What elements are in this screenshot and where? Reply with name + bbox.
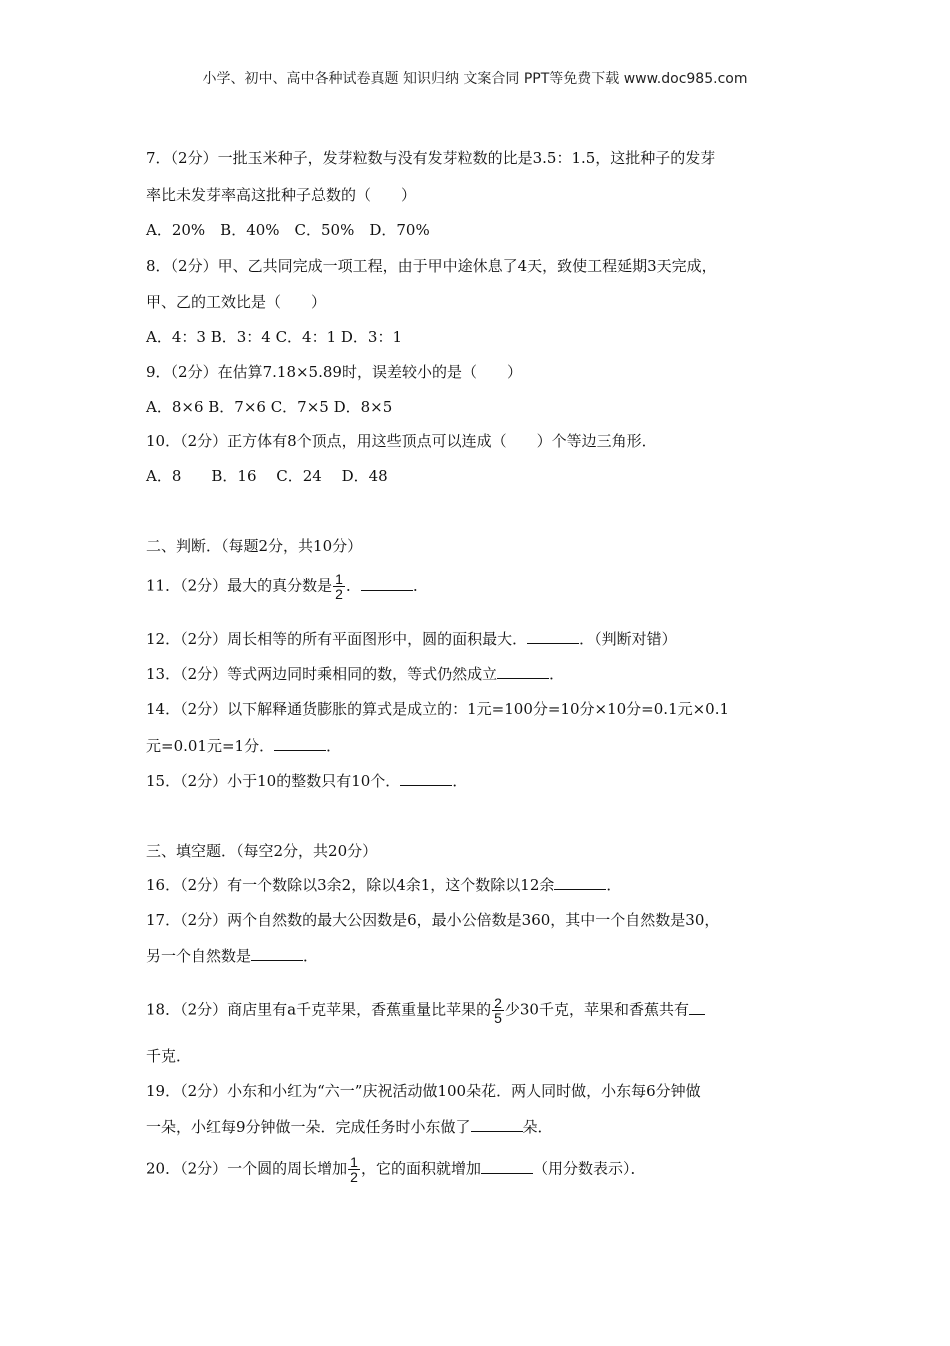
question-8-line-1: 8．（2分）甲、乙共同完成一项工程，由于甲中途休息了4天，致使工程延期3天完成， [146, 257, 717, 275]
question-7-options: A．20% B．40% C．50% D．70% [146, 221, 430, 239]
question-19-text: 一朵，小红每9分钟做一朵．完成任务时小东做了 [146, 1118, 471, 1136]
fraction-numerator: 1 [335, 571, 343, 587]
question-8-options: A．4：3 B．3：4 C．4：1 D．3：1 [146, 328, 403, 346]
question-14-line-1: 14．（2分）以下解释通货膨胀的算式是成立的：1元=100分=10分×10分=0.1元×0.1 [146, 700, 730, 718]
question-11-text: 11．（2分）最大的真分数是 [146, 576, 333, 595]
question-13-suffix: ． [549, 665, 565, 683]
question-15 [146, 770, 467, 791]
question-7-line-1: 7．（2分）一批玉米种子，发芽粒数与没有发芽粒数的比是3.5：1.5，这批种子的发芽 [146, 149, 716, 167]
answer-blank[interactable] [497, 666, 549, 679]
question-20-text: 20．（2分）一个圆的周长增加 [146, 1159, 348, 1178]
question-16-text: 16．（2分）有一个数除以3余2，除以4余1，这个数除以12余 [146, 876, 555, 894]
fraction-numerator: 1 [350, 1154, 358, 1170]
fraction-denominator: 2 [335, 586, 343, 602]
fraction-one-half [348, 1155, 360, 1184]
answer-blank[interactable] [689, 1002, 705, 1015]
fraction-one-half [333, 572, 345, 601]
answer-blank[interactable] [527, 631, 579, 644]
question-20-suffix: （用分数表示）． [532, 1159, 646, 1178]
answer-blank[interactable] [274, 738, 326, 751]
answer-blank[interactable] [554, 877, 606, 890]
question-14-text: 元=0.01元=1分． [146, 737, 275, 755]
question-17-text: 另一个自然数是 [146, 947, 252, 965]
question-10-options: A．8 B．16 C．24 D．48 [146, 467, 388, 485]
question-11-punct: ． [345, 576, 361, 595]
question-13 [146, 663, 564, 684]
question-16-suffix: ． [606, 876, 622, 894]
question-12-text: 12．（2分）周长相等的所有平面图形中，圆的面积最大． [146, 630, 528, 648]
question-18-text: 18．（2分）商店里有a千克苹果，香蕉重量比苹果的 [146, 1000, 492, 1019]
question-13-text: 13．（2分）等式两边同时乘相同的数，等式仍然成立 [146, 665, 498, 683]
question-12-suffix: ．（判断对错） [579, 630, 677, 648]
answer-blank[interactable] [361, 578, 413, 591]
question-14-suffix: ． [326, 737, 342, 755]
section-3-heading: 三、填空题．（每空2分，共20分） [146, 842, 378, 860]
question-19-line-1: 19．（2分）小东和小红为“六一”庆祝活动做100朵花．两人同时做，小东每6分钟做 [146, 1082, 701, 1100]
answer-blank[interactable] [471, 1119, 523, 1132]
page-header: 小学、初中、高中各种试卷真题 知识归纳 文案合同 PPT等免费下载 www.doc985.com [202, 71, 748, 87]
question-16 [146, 874, 621, 895]
answer-blank[interactable] [481, 1161, 533, 1174]
question-9-line-1: 9．（2分）在估算7.18×5.89时，误差较小的是（ ） [146, 363, 522, 381]
answer-blank[interactable] [400, 773, 452, 786]
question-8-line-2: 甲、乙的工效比是（ ） [146, 293, 327, 311]
question-18-line-2: 千克． [146, 1047, 192, 1065]
question-18-text-2: 少30千克，苹果和香蕉共有 [504, 1000, 689, 1019]
question-20-text-2: ，它的面积就增加 [360, 1159, 481, 1178]
question-15-suffix: ． [452, 772, 468, 790]
question-15-text: 15．（2分）小于10的整数只有10个． [146, 772, 401, 790]
question-18-line-1 [146, 996, 705, 1025]
question-11 [146, 572, 428, 601]
fraction-denominator: 2 [350, 1169, 358, 1185]
section-2-heading: 二、判断．（每题2分，共10分） [146, 537, 363, 555]
question-17-line-2 [146, 945, 318, 966]
question-17-line-1: 17．（2分）两个自然数的最大公因数是6，最小公倍数是360，其中一个自然数是30， [146, 911, 720, 929]
question-12 [146, 628, 677, 649]
question-9-options: A．8×6 B．7×6 C．7×5 D．8×5 [146, 398, 393, 416]
question-10-line-1: 10．（2分）正方体有8个顶点，用这些顶点可以连成（ ）个等边三角形． [146, 432, 657, 450]
question-14-line-2 [146, 735, 341, 756]
question-7-line-2: 率比未发芽率高这批种子总数的（ ） [146, 186, 417, 204]
answer-blank[interactable] [251, 948, 303, 961]
question-20 [146, 1155, 645, 1184]
question-17-suffix: ． [303, 947, 319, 965]
question-19-suffix: 朵． [522, 1118, 553, 1136]
fraction-numerator: 2 [494, 995, 502, 1011]
question-11-end: ． [412, 576, 428, 595]
fraction-two-fifths [492, 996, 504, 1025]
question-19-line-2 [146, 1116, 553, 1137]
fraction-denominator: 5 [494, 1010, 502, 1026]
